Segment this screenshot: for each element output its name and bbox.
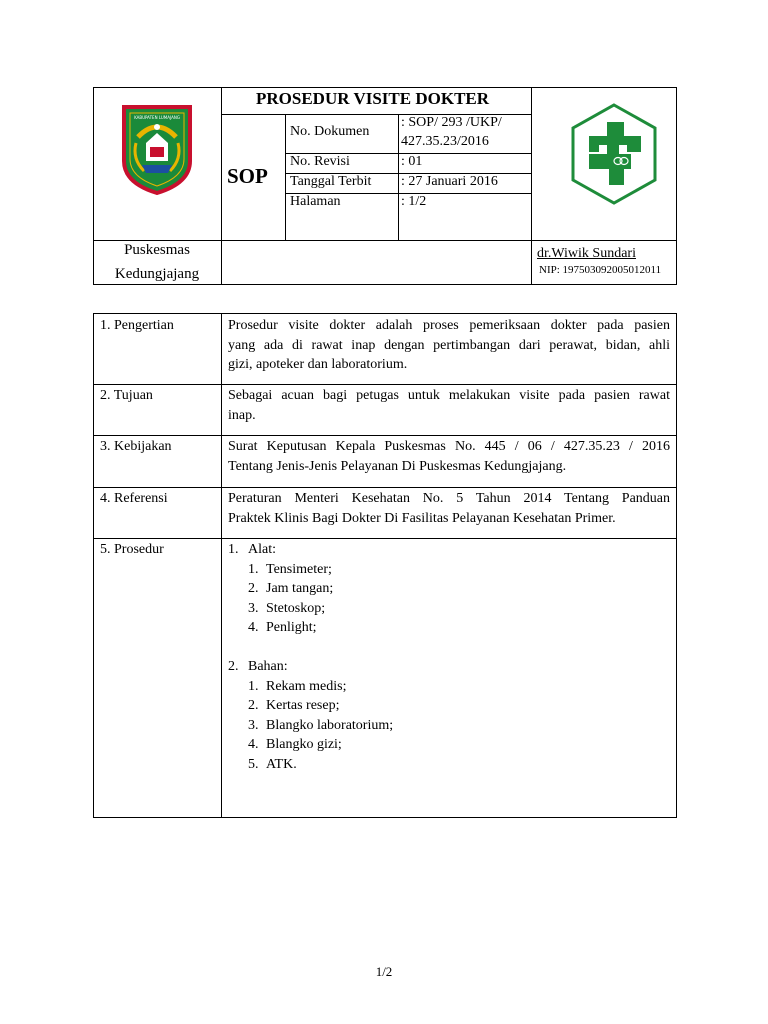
section-label-kebijakan: 3. Kebijakan (100, 439, 172, 454)
section-label-pengertian: 1. Pengertian (100, 318, 174, 333)
list-item: 1. Rekam medis; (248, 678, 347, 694)
kabupaten-lumajang-logo (120, 103, 194, 195)
list-item: 4. Penlight; (248, 620, 317, 635)
prosedur-list (228, 540, 668, 774)
logo-left-text: KABUPATEN LUMAJANG (134, 115, 180, 120)
section-text-tujuan: Sebagai acuan bagi petugas untuk melakukan visite pada pasien rawat inap. (228, 388, 670, 423)
section-label-tujuan: 2. Tujuan (100, 388, 153, 403)
field-value-tanggal-terbit: : 27 Januari 2016 (401, 174, 498, 189)
sop-label: SOP (227, 164, 268, 188)
section-text-kebijakan: Surat Keputusan Kepala Puskesmas No. 445 / 06 / 427.35.23 / 2016 Tentang Jenis-Jenis Pelayanan Di Puskesmas Kedungjajang. (228, 439, 670, 474)
signer-name: dr.Wiwik Sundari (537, 246, 636, 261)
list-item: 1. Tensimeter; (248, 561, 332, 577)
section-text-pengertian: Prosedur visite dokter adalah proses pemeriksaan dokter pada pasien yang ada di rawat inap dengan pertimbangan dari perawat, bidan, ahli gizi, apoteker dan laboratorium. (228, 318, 670, 372)
list-item: 5. ATK. (248, 756, 297, 772)
list-item: 2. Jam tangan; (248, 581, 334, 596)
prosedur-group-bahan: 2. Bahan: (228, 659, 288, 674)
org-name-line1: Puskesmas (124, 242, 190, 258)
section-text-referensi: Peraturan Menteri Kesehatan No. 5 Tahun 2014 Tentang Panduan Praktek Klinis Bagi Dokter Di Fasilitas Pelayanan Kesehatan Primer. (228, 491, 670, 526)
field-label-halaman: Halaman (290, 194, 341, 209)
document-title: PROSEDUR VISITE DOKTER (256, 89, 490, 108)
field-value-no-revisi: : 01 (401, 154, 423, 169)
field-label-no-dokumen: No. Dokumen (290, 124, 370, 139)
section-label-referensi: 4. Referensi (100, 491, 168, 506)
section-label-prosedur: 5. Prosedur (100, 542, 164, 557)
field-label-tanggal-terbit: Tanggal Terbit (290, 174, 372, 189)
list-item: 4. Blangko gizi; (248, 737, 342, 752)
field-label-no-revisi: No. Revisi (290, 154, 350, 169)
field-value-no-dokumen-1: : SOP/ 293 /UKP/ (401, 115, 502, 130)
signer-nip: NIP: 197503092005012011 (539, 264, 662, 276)
field-value-halaman: : 1/2 (401, 194, 427, 209)
list-item: 3. Stetoskop; (248, 600, 326, 616)
prosedur-group-alat: 1. Alat: (228, 542, 276, 557)
list-item: 2. Kertas resep; (248, 698, 340, 713)
page-number: 1/2 (375, 964, 393, 979)
field-value-no-dokumen-2: 427.35.23/2016 (401, 134, 489, 149)
puskesmas-logo (571, 103, 657, 205)
list-item: 3. Blangko laboratorium; (248, 717, 394, 733)
org-name-line2: Kedungjajang (114, 266, 200, 282)
